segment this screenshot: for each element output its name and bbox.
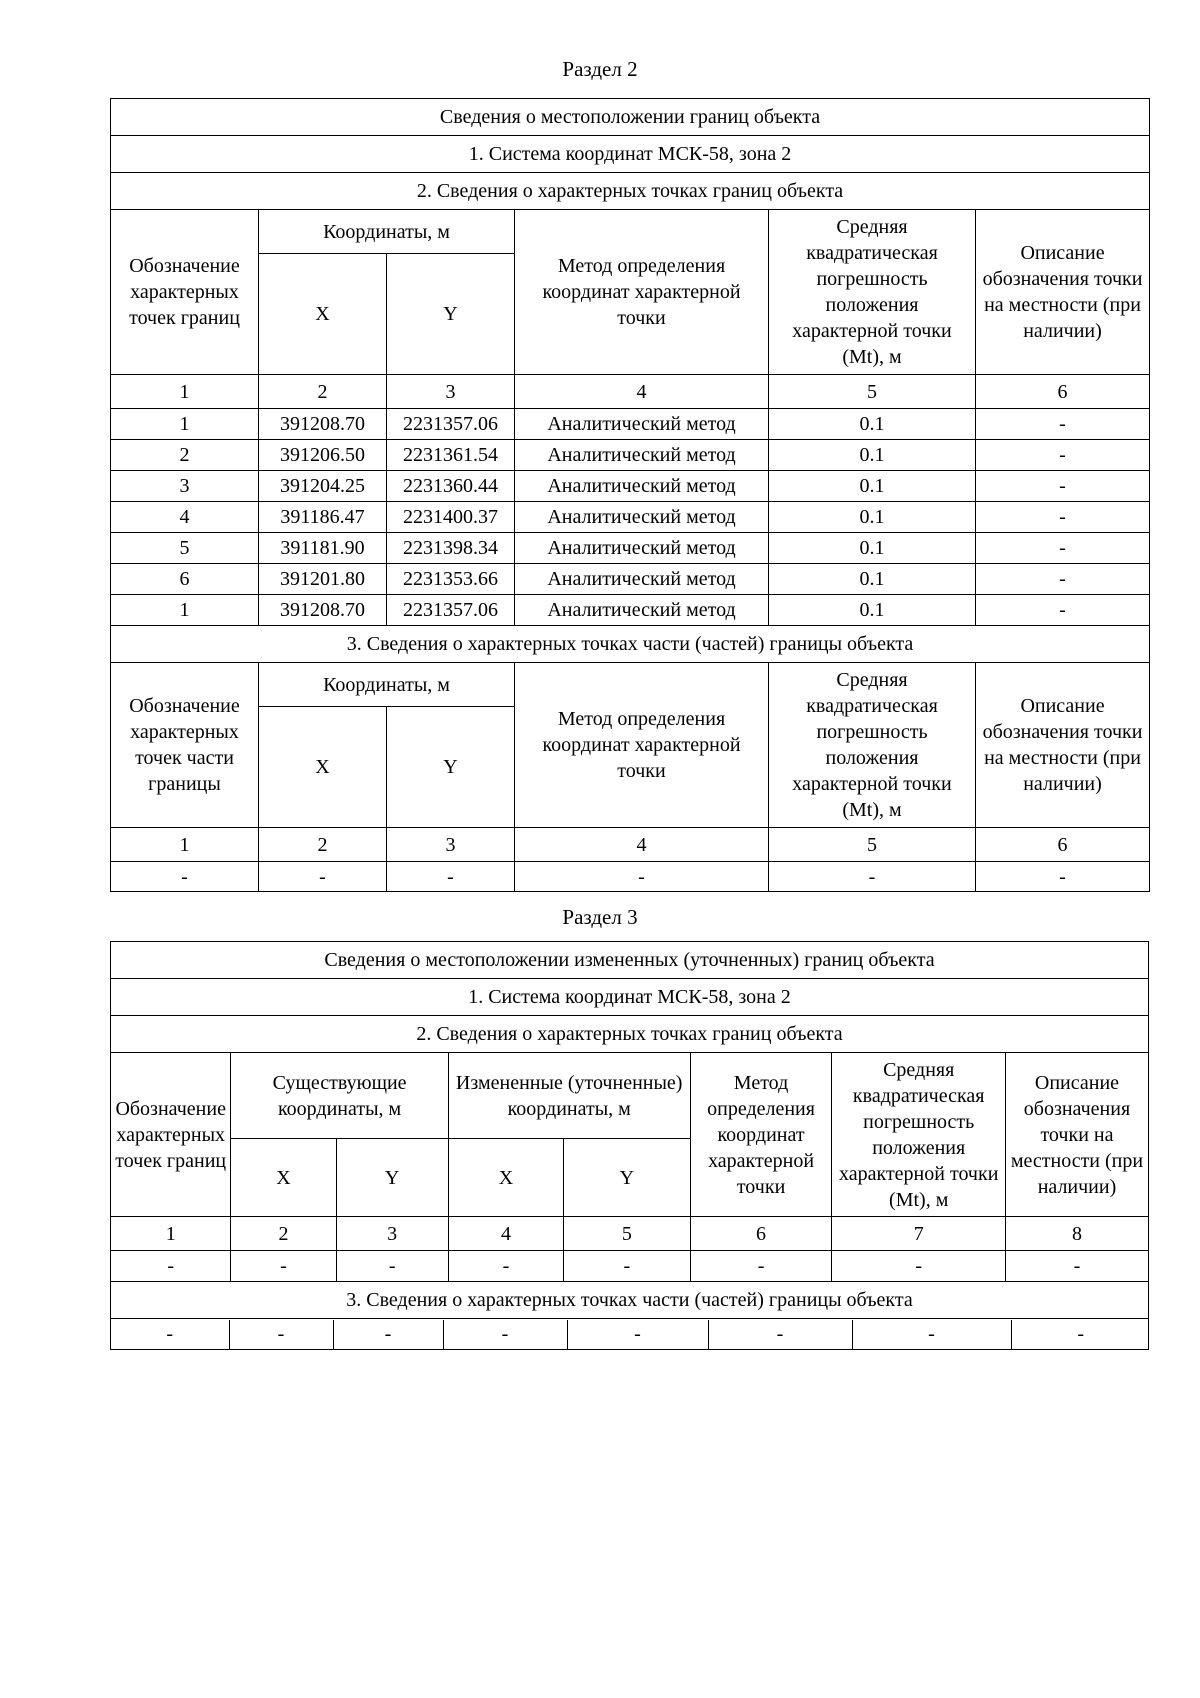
point-cell: 6 <box>111 564 259 595</box>
col-number: 3 <box>387 828 515 862</box>
table-row <box>111 409 1150 440</box>
header-description: Описание обозначения точки на местности (при наличии) <box>976 210 1150 375</box>
desc-cell: - <box>976 440 1150 471</box>
empty-cell: - <box>111 1251 231 1282</box>
method-cell: Аналитический метод <box>515 533 769 564</box>
point-cell: 5 <box>111 533 259 564</box>
point-cell: 3 <box>111 471 259 502</box>
desc-cell: - <box>976 471 1150 502</box>
boundary-points-heading: 2. Сведения о характерных точках границ объекта <box>111 1016 1149 1053</box>
empty-cell: - <box>336 1251 448 1282</box>
mt-cell: 0.1 <box>769 440 976 471</box>
method-cell: Аналитический метод <box>515 471 769 502</box>
table-row <box>111 502 1150 533</box>
part-table-row <box>111 1320 1149 1349</box>
col-number: 7 <box>832 1217 1005 1251</box>
point-cell: 1 <box>111 409 259 440</box>
header-error: Средняя квадратическая погрешность положения характерной точки (Mt), м <box>769 210 976 375</box>
mt-cell: 0.1 <box>769 471 976 502</box>
header-existing-coordinates: Существующие координаты, м <box>231 1053 448 1139</box>
x-cell: 391201.80 <box>259 564 387 595</box>
y-cell: 2231400.37 <box>387 502 515 533</box>
part-column-numbers-row <box>111 828 1150 862</box>
desc-cell: - <box>976 564 1150 595</box>
column-numbers-row <box>111 375 1150 409</box>
empty-cell: - <box>564 1251 691 1282</box>
desc-cell: - <box>976 595 1150 626</box>
empty-cell: - <box>852 1320 1011 1349</box>
col-number: 2 <box>259 375 387 409</box>
part-points-heading: 3. Сведения о характерных точках части (частей) границы объекта <box>111 626 1150 663</box>
header-designation: Обозначение характерных точек границ <box>111 1053 231 1217</box>
desc-cell: - <box>976 502 1150 533</box>
part-header-y: Y <box>387 707 515 828</box>
col-number: 8 <box>1005 1217 1148 1251</box>
mt-cell: 0.1 <box>769 409 976 440</box>
y-cell: 2231357.06 <box>387 409 515 440</box>
method-cell: Аналитический метод <box>515 564 769 595</box>
part-header-description: Описание обозначения точки на местности (при наличии) <box>976 663 1150 828</box>
table-row <box>111 564 1150 595</box>
desc-cell: - <box>976 533 1150 564</box>
col-number: 6 <box>690 1217 832 1251</box>
col-number: 4 <box>515 375 769 409</box>
part-points-heading: 3. Сведения о характерных точках части (частей) границы объекта <box>111 1282 1149 1319</box>
empty-cell: - <box>769 862 976 892</box>
x-cell: 391208.70 <box>259 595 387 626</box>
part-header-designation: Обозначение характерных точек части границы <box>111 663 259 828</box>
header-x: X <box>259 254 387 375</box>
method-cell: Аналитический метод <box>515 595 769 626</box>
header-description: Описание обозначения точки на местности (при наличии) <box>1005 1053 1148 1217</box>
header-x-existing: X <box>231 1139 336 1217</box>
x-cell: 391204.25 <box>259 471 387 502</box>
col-number: 6 <box>976 375 1150 409</box>
point-cell: 2 <box>111 440 259 471</box>
empty-cell: - <box>111 1320 229 1349</box>
table-row <box>111 471 1150 502</box>
col-number: 5 <box>769 828 976 862</box>
table-row <box>111 595 1150 626</box>
y-cell: 2231360.44 <box>387 471 515 502</box>
empty-cell: - <box>708 1320 852 1349</box>
header-y: Y <box>387 254 515 375</box>
col-number: 1 <box>111 828 259 862</box>
table-row <box>111 533 1150 564</box>
empty-cell: - <box>515 862 769 892</box>
y-cell: 2231361.54 <box>387 440 515 471</box>
empty-cell: - <box>443 1320 567 1349</box>
y-cell: 2231357.06 <box>387 595 515 626</box>
point-cell: 1 <box>111 595 259 626</box>
header-error: Средняя квадратическая погрешность положения характерной точки (Mt), м <box>832 1053 1005 1217</box>
mt-cell: 0.1 <box>769 595 976 626</box>
part-table-row <box>111 862 1150 892</box>
part-header-error: Средняя квадратическая погрешность положения характерной точки (Mt), м <box>769 663 976 828</box>
x-cell: 391186.47 <box>259 502 387 533</box>
mt-cell: 0.1 <box>769 564 976 595</box>
part-header-method: Метод определения координат характерной точки <box>515 663 769 828</box>
col-number: 1 <box>111 1217 231 1251</box>
header-coordinates: Координаты, м <box>259 210 515 254</box>
header-y-changed: Y <box>564 1139 691 1217</box>
empty-cell: - <box>111 862 259 892</box>
header-method: Метод определения координат характерной точки <box>690 1053 832 1217</box>
empty-cell: - <box>1011 1320 1149 1349</box>
empty-cell: - <box>1005 1251 1148 1282</box>
part-header-x: X <box>259 707 387 828</box>
x-cell: 391181.90 <box>259 533 387 564</box>
col-number: 2 <box>259 828 387 862</box>
coordinate-system: 1. Система координат МСК-58, зона 2 <box>111 136 1150 173</box>
empty-cell: - <box>690 1251 832 1282</box>
empty-cell: - <box>229 1320 333 1349</box>
table-title: Сведения о местоположении границ объекта <box>111 99 1150 136</box>
col-number: 2 <box>231 1217 336 1251</box>
part-row-grid <box>111 1320 1149 1349</box>
col-number: 4 <box>515 828 769 862</box>
section-2-table <box>110 98 1150 892</box>
method-cell: Аналитический метод <box>515 440 769 471</box>
coordinate-system: 1. Система координат МСК-58, зона 2 <box>111 979 1149 1016</box>
col-number: 6 <box>976 828 1150 862</box>
method-cell: Аналитический метод <box>515 409 769 440</box>
mt-cell: 0.1 <box>769 502 976 533</box>
empty-cell: - <box>231 1251 336 1282</box>
method-cell: Аналитический метод <box>515 502 769 533</box>
empty-cell: - <box>387 862 515 892</box>
section-2-title: Раздел 2 <box>562 57 638 81</box>
y-cell: 2231398.34 <box>387 533 515 564</box>
section-3-title: Раздел 3 <box>562 905 638 929</box>
y-cell: 2231353.66 <box>387 564 515 595</box>
section-3-table <box>110 941 1149 1350</box>
empty-cell: - <box>976 862 1150 892</box>
boundary-points-heading: 2. Сведения о характерных точках границ объекта <box>111 173 1150 210</box>
header-designation: Обозначение характерных точек границ <box>111 210 259 375</box>
desc-cell: - <box>976 409 1150 440</box>
col-number: 4 <box>448 1217 563 1251</box>
header-method: Метод определения координат характерной точки <box>515 210 769 375</box>
table-row <box>111 440 1150 471</box>
column-numbers-row <box>111 1217 1149 1251</box>
col-number: 1 <box>111 375 259 409</box>
empty-cell: - <box>832 1251 1005 1282</box>
col-number: 5 <box>564 1217 691 1251</box>
empty-cell: - <box>448 1251 563 1282</box>
header-changed-coordinates: Измененные (уточненные) координаты, м <box>448 1053 690 1139</box>
empty-cell: - <box>567 1320 708 1349</box>
table-title: Сведения о местоположении измененных (уточненных) границ объекта <box>111 942 1149 979</box>
empty-cell: - <box>259 862 387 892</box>
col-number: 3 <box>387 375 515 409</box>
table-row <box>111 1251 1149 1282</box>
part-header-coordinates: Координаты, м <box>259 663 515 707</box>
col-number: 5 <box>769 375 976 409</box>
empty-cell: - <box>333 1320 443 1349</box>
mt-cell: 0.1 <box>769 533 976 564</box>
point-cell: 4 <box>111 502 259 533</box>
x-cell: 391206.50 <box>259 440 387 471</box>
header-y-existing: Y <box>336 1139 448 1217</box>
x-cell: 391208.70 <box>259 409 387 440</box>
col-number: 3 <box>336 1217 448 1251</box>
header-x-changed: X <box>448 1139 563 1217</box>
